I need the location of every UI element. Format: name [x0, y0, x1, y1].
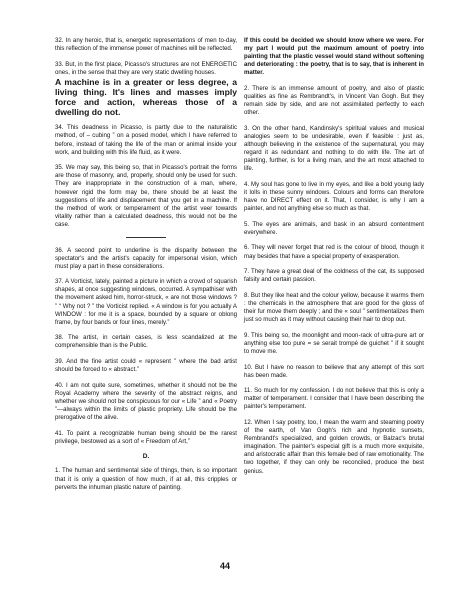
paragraph-38: 38. The artist, in certain cases, is less scandalized at the comprehensible than is the Public.: [55, 334, 237, 350]
paragraph-32: 32. In any heroic, that is, energetic representations of men to-day, this reflection of the immense power of machines will be reflected.: [55, 37, 237, 53]
paragraph-d8: 8. But they like heat and the colour yellow, because it warms them : the chemicals in the atmosphere that are good for the gloss of their fur move them deeply ; and the « soul ” sentimentalizes them just so much as it may without causing their hair to drop out.: [244, 291, 424, 324]
paragraph-34: 34. This deadness in Picasso, is partly due to the naturalistic method, of – cubing ” on a posed model, which I have referred to before, instead of taking the life of the man or animal inside your work, and building with this life fluid, as it were.: [55, 124, 237, 156]
paragraph-d7: 7. They have a great deal of the coldness of the cat, its supposed falsity and certain passion.: [244, 268, 424, 284]
paragraph-35: 35. We may say, this being so, that in Picasso's portrait the forms are those of masonry, and, properly, should only be used for such. They are inappropriate in the construction of a man, where, however rigid the form may be, there should be at least the suggestions of life and displacement that you get in a machine. If the method of work or temperament of the artist veer towards vitality rather than a calculated deadness, this would not be the case.: [55, 164, 237, 228]
paragraph-d1: 1. The human and sentimental side of things, then, is so important that it is only a question of how much, if at all, this cripples or perverts the inhuman plastic nature of painting.: [55, 467, 237, 491]
left-column: [55, 37, 237, 499]
paragraph-33: [55, 61, 237, 117]
paragraph-37: 37. A Vorticist, lately, painted a picture in which a crowd of squarish shapes, at once suggesting windows, occurred. A sympathiser with the movement asked him, horror-struck, « are not those windows ? ” “ Why not ? ” the Vorticist replied. « A window is for you actually A WINDOW : for me it is a space, bounded by a square or oblong frame, by four bands or four lines, merely.”: [55, 278, 237, 326]
paragraph-33-text: 33. But, in the first place, Picasso's structures are not ENERGETIC ones, in the sense that they are very static dwelling houses.: [55, 60, 237, 76]
paragraph-d4: 4. My soul has gone to live in my eyes, and like a bold young lady it lolls in these sunny windows. Colours and forms can therefore have no DIRECT effect on it. That, I consider, is why I am a painter, and not anything else so much as that.: [244, 180, 424, 213]
paragraph-d6: 6. They will never forget that red is the colour of blood, though it may besides that have a special property of exasperation.: [244, 244, 424, 260]
paragraph-d2: 2. There is an immense amount of poetry, and also of plastic qualities as fine as Rembrandt's, in Vincent Van Gogh. But they remain side by side, and are not assimilated perfectly to each other.: [244, 84, 424, 117]
paragraph-continuation: If this could be decided we should know where we were. For my part I would put the maximum amount of poetry into painting that the plastic vessel would stand without softening and deteriorating : the poetry, that is to say, that is inherent in matter.: [244, 37, 424, 77]
section-heading-d: D.: [142, 453, 150, 461]
paragraph-39: 39. And the fine artist could « represent ” where the bad artist should be forced to « abstract.”: [55, 358, 237, 374]
paragraph-d3: 3. On the other hand, Kandinsky's spiritual values and musical analogies seem to be undesirable, even if feasible : just as, although believing in the existence of the supernatural, you may regard it as redundant and nothing to do with life. The art of painting, further, is for a living man, and the art most attached to life.: [244, 124, 424, 173]
section-divider: [126, 237, 166, 238]
page-number: 44: [219, 561, 230, 571]
paragraph-d11: 11. So much for my confession. I do not believe that this is only a matter of temperament. I consider that I have been describing the painter's temperament.: [244, 387, 424, 411]
paragraph-36: 36. A second point to underline is the disparity between the spectator's and the artist's capacity for impersonal vision, which must play a part in these considerations.: [55, 246, 237, 270]
paragraph-d10: 10. But I have no reason to believe that any attempt of this sort has been made.: [244, 363, 424, 379]
paragraph-d5: 5. The eyes are animals, and bask in an absurd contentment everywhere.: [244, 220, 424, 236]
paragraph-d12: 12. When I say poetry, too, I mean the warm and steaming poetry of the earth, of Van Gogh's rich and hypnotic sunsets, Rembrandt's specialized, and golden crowds, or Balzac's brutal imagination. The painter's especial gift is a much more exquisite, and aristocratic affair than this female bed of raw emotionality. The two together, if they can only be reconciled, produce the best genius.: [244, 418, 424, 475]
paragraph-40: 40. I am not quite sure, sometimes, whether it should not be the Royal Academy where the severity of the abstract reigns, and whether we should not be conspicuous for our « Life ” and « Poetry ”—always within the limits of plastic propriety. Life should be the prerogative of the alive.: [55, 381, 237, 422]
paragraph-d9: 9. This being so, the moonlight and moon-rack of ultra-pure art or anything else too pure = se serait trompé de guichet ” if it sought to move me.: [244, 331, 424, 355]
paragraph-33-emphasis: A machine is in a greater or less degree, a living thing. It's lines and masses imply force and action, whereas those of a dwelling do not.: [55, 76, 237, 117]
paragraph-41: 41. To paint a recognizable human being should be the rarest privilege, bestowed as a sort of « Freedom of Art,”: [55, 429, 237, 445]
right-column: [244, 37, 424, 483]
